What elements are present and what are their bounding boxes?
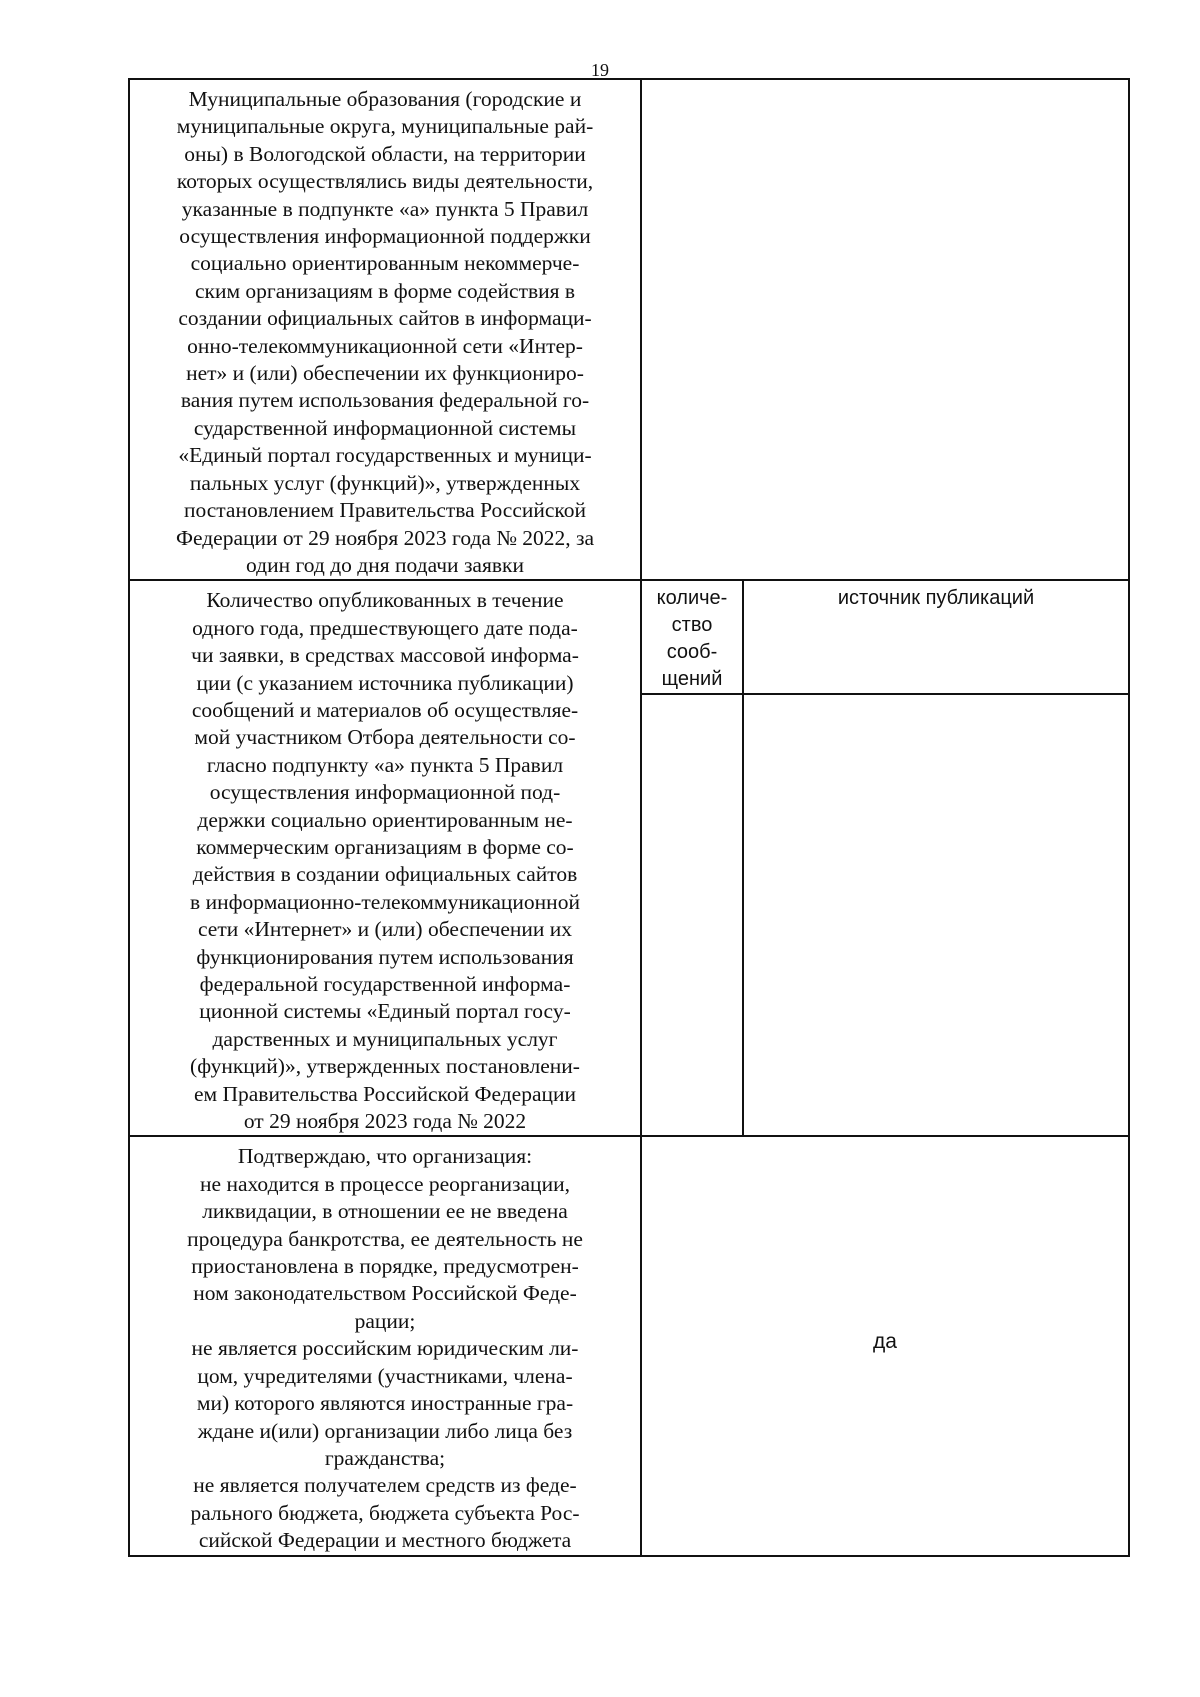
text-line: не находится в процессе реорганизации, <box>200 1171 570 1196</box>
text-line: указанные в подпункте «а» пункта 5 Правил <box>181 196 589 221</box>
text-line: не является получателем средств из феде- <box>193 1473 577 1498</box>
text-line: ционной системы «Единый портал госу- <box>199 999 571 1024</box>
text-line: ем Правительства Российской Федерации <box>193 1081 577 1106</box>
text-line: нет» и (или) обеспечении их функциониро- <box>186 361 584 386</box>
text-line: рального бюджета, бюджета субъекта Рос- <box>190 1500 580 1525</box>
text-line: сударственной информационной системы <box>193 415 577 440</box>
count-header-line: количе- <box>656 587 728 610</box>
text-line: цом, учредителями (участниками, члена- <box>197 1363 573 1388</box>
text-line: социально ориентированным некоммерче- <box>190 251 580 276</box>
text-line: которых осуществлялись виды деятельности, <box>176 169 594 194</box>
publications-subtable-header <box>642 581 1128 694</box>
text-line: ликвидации, в отношении ее не введена <box>202 1199 568 1224</box>
text-line: один год до дня подачи заявки <box>246 552 524 577</box>
count-header-line: щений <box>661 668 723 691</box>
text-line: ми) которого являются иностранные гра- <box>196 1391 574 1416</box>
text-line: в информационно-телекоммуникационной <box>190 889 580 914</box>
text-line: Количество опубликованных в течение <box>206 588 564 613</box>
text-line: муниципальные округа, муниципальные рай- <box>176 114 594 139</box>
text-line: держки социально ориентированным не- <box>197 807 573 832</box>
text-line: осуществления информационной поддержки <box>179 224 591 249</box>
table-row-publications <box>129 580 1129 1136</box>
text-line: ном законодательством Российской Феде- <box>193 1281 577 1306</box>
text-line: сийской Федерации и местного бюджета <box>198 1528 572 1553</box>
count-header <box>642 581 743 694</box>
municipalities-value[interactable] <box>641 79 1129 580</box>
text-line: «Единый портал государственных и муници- <box>178 443 592 468</box>
count-header-line: ство <box>671 614 713 637</box>
text-line: действия в создании официальных сайтов <box>192 862 578 887</box>
page-number: 19 <box>591 60 609 80</box>
text-line: процедура банкротства, ее деятельность не <box>187 1226 583 1251</box>
text-line: гласно подпункту «а» пункта 5 Правил <box>206 752 564 777</box>
publications-subtable-cell <box>641 580 1129 1136</box>
text-line: Федерации от 29 ноября 2023 года № 2022, за <box>175 525 595 550</box>
text-line: мой участником Отбора деятельности со- <box>194 725 576 750</box>
source-value-field[interactable] <box>743 694 1128 1135</box>
text-line: пальных услуг (функций)», утвержденных <box>189 470 581 495</box>
text-line: онно-телекоммуникационной сети «Интер- <box>187 333 583 358</box>
text-line: гражданства; <box>324 1445 446 1470</box>
text-line: Подтверждаю, что организация: <box>237 1144 533 1169</box>
confirmation-answer: да <box>873 1329 897 1353</box>
text-line: оны) в Вологодской области, на территории <box>184 141 586 166</box>
table-row-municipalities <box>129 79 1129 580</box>
text-line: не является российским юридическим ли- <box>191 1336 579 1361</box>
text-line: функционирования путем использования <box>196 944 574 969</box>
text-line: от 29 ноября 2023 года № 2022 <box>243 1109 527 1134</box>
text-line: Муниципальные образования (городские и <box>188 87 582 111</box>
text-line: дарственных и муниципальных услуг <box>212 1026 558 1051</box>
text-line: приостановлена в порядке, предусмотрен- <box>191 1254 579 1279</box>
text-line: ждане и(или) организации либо лица без <box>197 1418 573 1443</box>
municipalities-label <box>129 79 641 580</box>
text-line: вания путем использования федеральной го- <box>180 388 590 413</box>
confirmation-label <box>129 1136 641 1555</box>
text-line: постановлением Правительства Российской <box>183 498 587 523</box>
text-line: рации; <box>354 1308 416 1333</box>
text-line: федеральной государственной информа- <box>199 972 571 996</box>
publications-subtable <box>642 581 1128 1135</box>
application-form-table <box>128 78 1130 1557</box>
confirmation-value[interactable] <box>641 1136 1129 1555</box>
publications-label <box>129 580 641 1136</box>
source-header: источник публикаций <box>743 581 1128 694</box>
count-header-line: сооб- <box>666 641 718 664</box>
text-line: одного года, предшествующего дате пода- <box>192 615 578 640</box>
text-line: создании официальных сайтов в информаци- <box>178 306 592 331</box>
publications-subtable-body <box>642 694 1128 1135</box>
text-line: сообщений и материалов об осуществляе- <box>191 697 579 722</box>
count-value-field[interactable] <box>642 694 743 1135</box>
text-line: ции (с указанием источника публикации) <box>196 670 574 695</box>
text-line: коммерческим организациям в форме со- <box>196 834 574 859</box>
text-line: ским организациям в форме содействия в <box>194 278 576 303</box>
text-line: чи заявки, в средствах массовой информа- <box>191 643 579 668</box>
text-line: (функций)», утвержденных постановлени- <box>190 1054 580 1079</box>
table-row-confirmation <box>129 1136 1129 1555</box>
text-line: сети «Интернет» и (или) обеспечении их <box>197 917 573 942</box>
text-line: осуществления информационной под- <box>209 780 561 805</box>
